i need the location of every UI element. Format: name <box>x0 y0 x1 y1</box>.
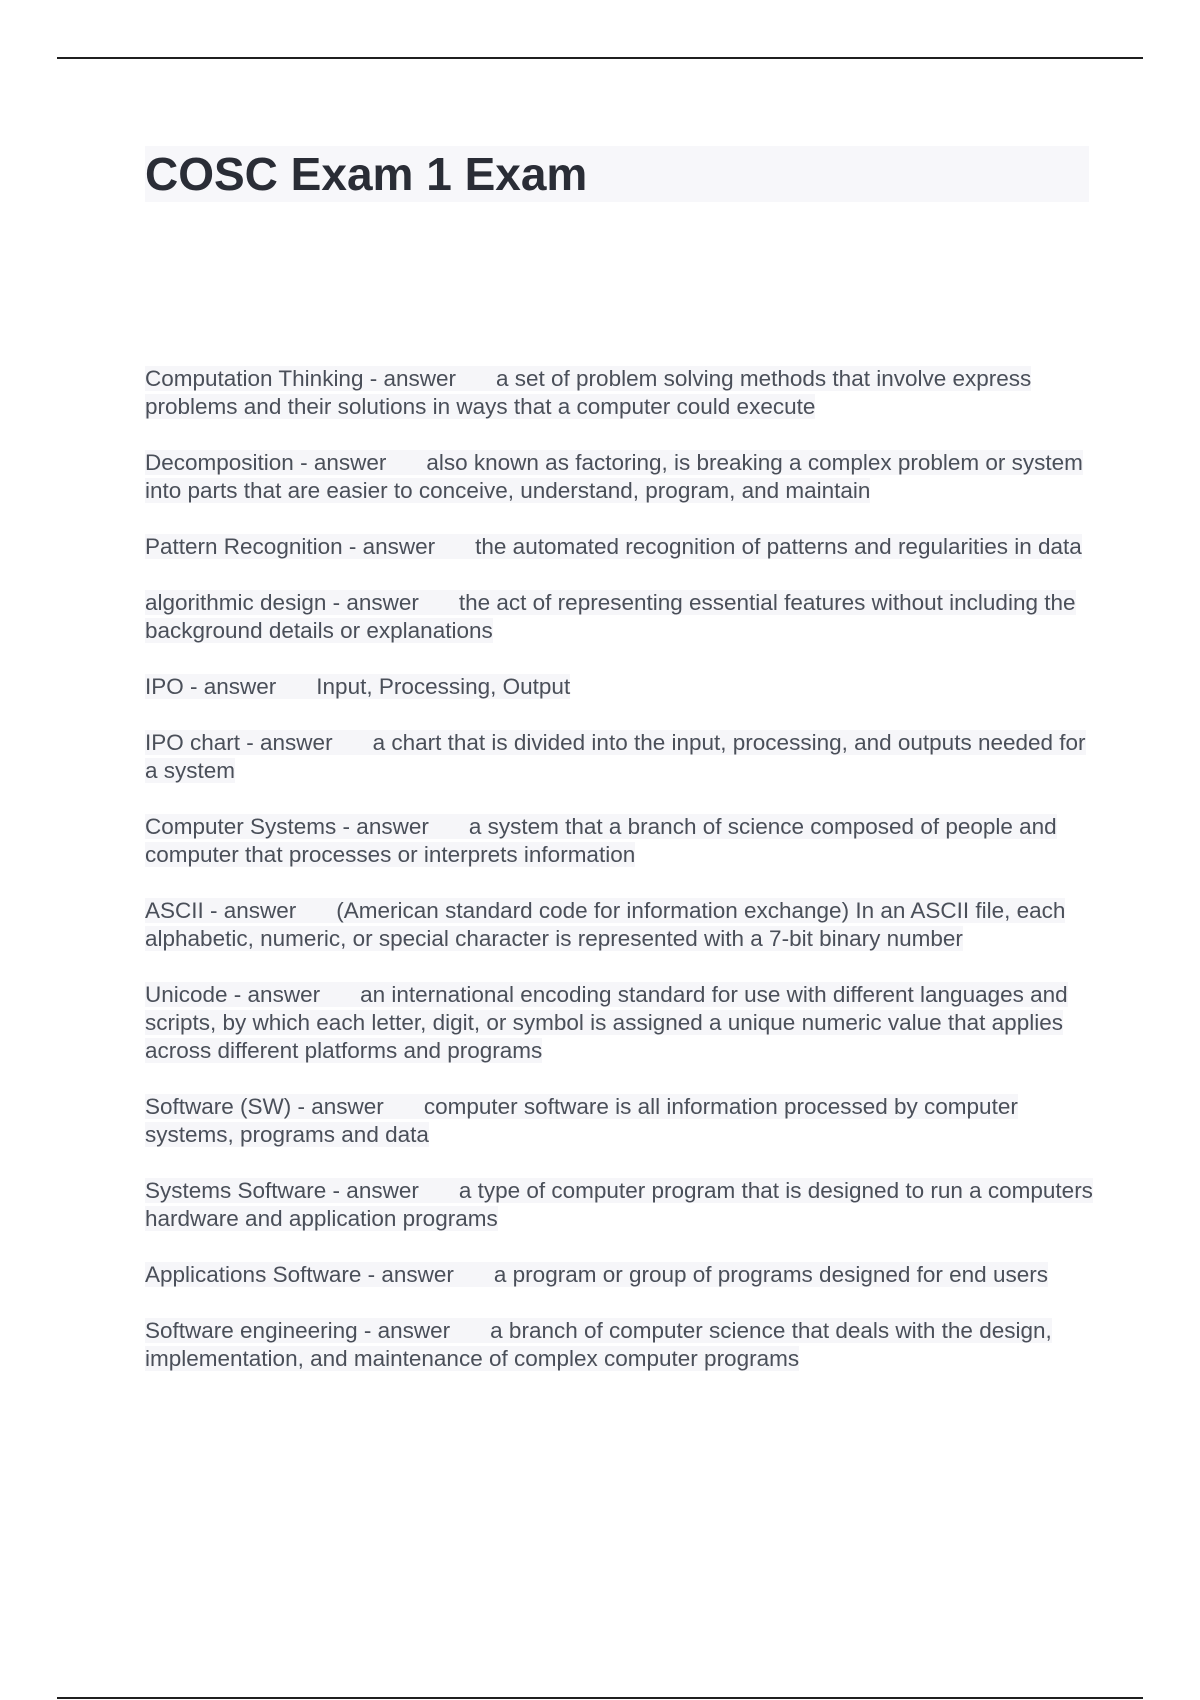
qa-term: Applications Software - answer <box>145 1262 454 1287</box>
qa-definition: Input, Processing, Output <box>316 674 571 699</box>
qa-definition: a chart that is divided into the input, processing, and outputs needed for a system <box>145 730 1086 783</box>
qa-item <box>145 729 1095 785</box>
qa-term: Systems Software - answer <box>145 1178 419 1203</box>
qa-item <box>145 981 1095 1065</box>
qa-term: IPO chart - answer <box>145 730 333 755</box>
qa-term: algorithmic design - answer <box>145 590 419 615</box>
qa-term: Decomposition - answer <box>145 450 387 475</box>
qa-item <box>145 1177 1095 1233</box>
qa-item <box>145 533 1095 561</box>
qa-item <box>145 589 1095 645</box>
qa-term: Computation Thinking - answer <box>145 366 456 391</box>
qa-term: Software engineering - answer <box>145 1318 451 1343</box>
qa-definition: a branch of computer science that deals with the design, implementation, and maintenance of complex computer programs <box>145 1318 1052 1371</box>
qa-list <box>145 365 1095 1401</box>
qa-item <box>145 1093 1095 1149</box>
qa-term: IPO - answer <box>145 674 277 699</box>
qa-definition: the act of representing essential features without including the background details or explanations <box>145 590 1076 643</box>
qa-term: Pattern Recognition - answer <box>145 534 436 559</box>
page-title: COSC Exam 1 Exam <box>145 148 588 200</box>
qa-definition: a system that a branch of science composed of people and computer that processes or interprets information <box>145 814 1057 867</box>
qa-term: ASCII - answer <box>145 898 297 923</box>
qa-term: Computer Systems - answer <box>145 814 429 839</box>
qa-definition: a set of problem solving methods that involve express problems and their solutions in ways that a computer could execute <box>145 366 1032 419</box>
qa-definition: also known as factoring, is breaking a complex problem or system into parts that are easier to conceive, understand, program, and maintain <box>145 450 1083 503</box>
top-rule <box>57 57 1143 59</box>
qa-definition: a type of computer program that is designed to run a computers hardware and application programs <box>145 1178 1093 1231</box>
qa-definition: an international encoding standard for use with different languages and scripts, by which each letter, digit, or symbol is assigned a unique numeric value that applies across different platforms and programs <box>145 982 1068 1063</box>
qa-item <box>145 1317 1095 1373</box>
qa-item <box>145 897 1095 953</box>
qa-item <box>145 365 1095 421</box>
qa-definition: computer software is all information processed by computer systems, programs and data <box>145 1094 1018 1147</box>
bottom-rule <box>57 1697 1143 1699</box>
qa-item <box>145 673 1095 701</box>
qa-term: Unicode - answer <box>145 982 321 1007</box>
qa-definition: a program or group of programs designed for end users <box>493 1262 1048 1287</box>
qa-term: Software (SW) - answer <box>145 1094 384 1119</box>
qa-item <box>145 1261 1095 1289</box>
qa-definition: (American standard code for information exchange) In an ASCII file, each alphabetic, numeric, or special character is represented with a 7-bit binary number <box>145 898 1066 951</box>
qa-definition: the automated recognition of patterns and regularities in data <box>475 534 1082 559</box>
qa-item <box>145 449 1095 505</box>
qa-item <box>145 813 1095 869</box>
